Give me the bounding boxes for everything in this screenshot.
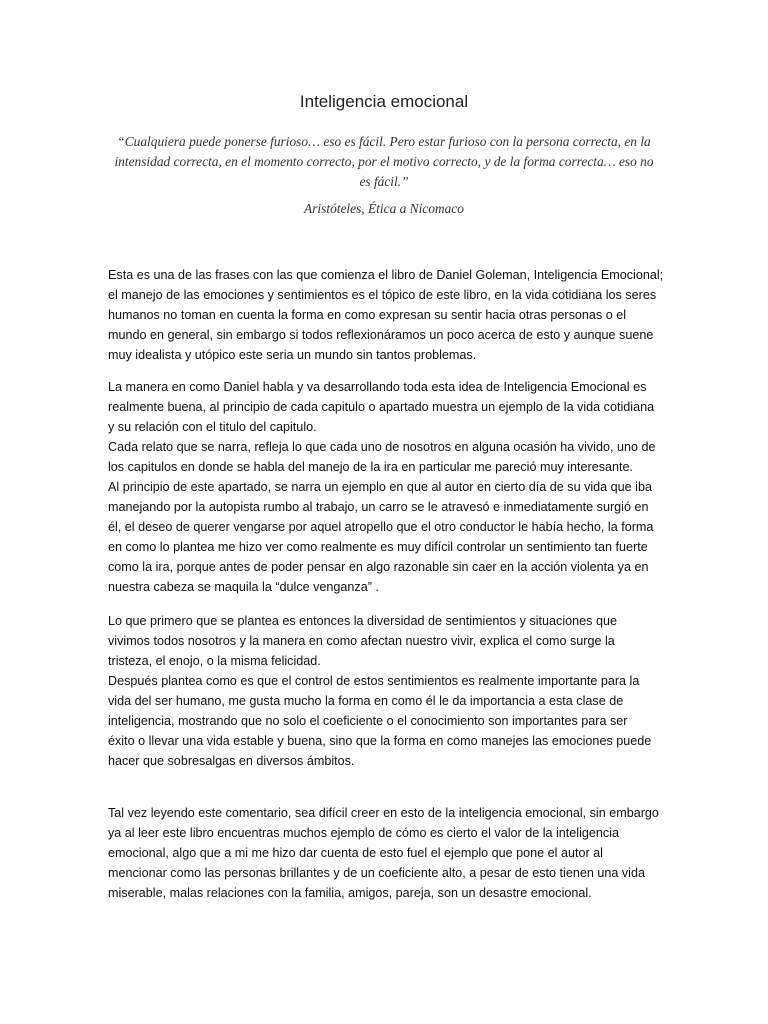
paragraph-line: tristeza, el enojo, o la misma felicidad. xyxy=(108,654,321,668)
paragraph-line: inteligencia, mostrando que no solo el coeficiente o el conocimiento son importantes para ser xyxy=(108,714,628,728)
paragraph-line: y su relación con el titulo del capitulo. xyxy=(108,420,317,434)
quote-line: “Cualquiera puede ponerse furioso… eso es fácil. Pero estar furioso con la persona correcta, en la xyxy=(117,134,651,149)
paragraph-line: ya al leer este libro encuentras muchos ejemplo de cómo es cierto el valor de la inteligencia xyxy=(108,826,620,840)
paragraph-4 xyxy=(108,803,663,903)
paragraph-3 xyxy=(108,611,663,771)
paragraph-line: mencionar como las personas brillantes y de un coeficiente alto, a pesar de esto tienen una vida xyxy=(108,866,645,880)
paragraph-line: él, el deseo de querer vengarse por aquel atropello que el otro conductor le había hecho, la forma xyxy=(108,520,654,534)
paragraph-line: Esta es una de las frases con las que comienza el libro de Daniel Goleman, Inteligencia Emocional; xyxy=(108,268,664,282)
paragraph-line: mundo en general, sin embargo si todos reflexionáramos un poco acerca de esto y aunque suene xyxy=(108,328,654,342)
paragraph-line: vida del ser humano, me gusta mucho la forma en como él le da importancia a esta clase de xyxy=(108,694,624,708)
quote-attribution: Aristóteles, Ética a Nicomaco xyxy=(304,201,464,216)
paragraph-line: nuestra cabeza se maquila la “dulce venganza” . xyxy=(108,580,379,594)
paragraph-line: Cada relato que se narra, refleja lo que cada uno de nosotros en alguna ocasión ha vivido, uno de xyxy=(108,440,656,454)
quote-line: no es fácil.” xyxy=(359,154,654,189)
paragraph-line: humanos no toman en cuenta la forma en como expresan su sentir hacia otras personas o el xyxy=(108,308,627,322)
paragraph-line: como la ira, porque antes de poder pensar en algo razonable sin caer en la acción violenta ya en xyxy=(108,560,649,574)
paragraph-2 xyxy=(108,377,663,597)
paragraph-line: realmente buena, al principio de cada capitulo o apartado muestra un ejemplo de la vida cotidiana xyxy=(108,400,655,414)
paragraph-line: vivimos todos nosotros y la manera en como afectan nuestro vivir, explica el como surge la xyxy=(108,634,615,648)
paragraph-1 xyxy=(108,265,663,365)
quote-line: intensidad correcta, en el momento correcto, por el motivo correcto, y de la forma correcta… eso xyxy=(114,154,637,169)
paragraph-line: miserable, malas relaciones con la familia, amigos, pareja, son un desastre emocional. xyxy=(108,886,592,900)
paragraph-line: Lo que primero que se plantea es entonces la diversidad de sentimientos y situaciones que xyxy=(108,614,617,628)
paragraph-line: hacer que sobresalgas en diversos ámbitos. xyxy=(108,754,355,768)
epigraph-quote xyxy=(110,132,658,192)
paragraph-line: manejando por la autopista rumbo al trabajo, un carro se le atravesó e inmediatamente surgió en xyxy=(108,500,649,514)
paragraph-line: La manera en como Daniel habla y va desarrollando toda esta idea de Inteligencia Emocional es xyxy=(108,380,647,394)
paragraph-line: Tal vez leyendo este comentario, sea difícil creer en esto de la inteligencia emocional, sin embargo xyxy=(108,806,659,820)
paragraph-line: emocional, algo que a mi me hizo dar cuenta de esto fuel el ejemplo que pone el autor al xyxy=(108,846,603,860)
paragraph-line: Al principio de este apartado, se narra un ejemplo en que al autor en cierto día de su vida que iba xyxy=(108,480,652,494)
document-title: Inteligencia emocional xyxy=(299,92,469,111)
paragraph-line: muy idealista y utópico este seria un mundo sin tantos problemas. xyxy=(108,348,477,362)
paragraph-line: los capitulos en donde se habla del manejo de la ira en particular me pareció muy interesante. xyxy=(108,460,634,474)
paragraph-line: Después plantea como es que el control de estos sentimientos es realmente importante para la xyxy=(108,674,640,688)
paragraph-line: en como lo plantea me hizo ver como realmente es muy difícil controlar un sentimiento tan fuerte xyxy=(108,540,648,554)
paragraph-line: éxito o llevar una vida estable y buena, sino que la forma en como manejes las emociones puede xyxy=(108,734,652,748)
paragraph-line: el manejo de las emociones y sentimientos es el tópico de este libro, en la vida cotidiana los seres xyxy=(108,288,657,302)
